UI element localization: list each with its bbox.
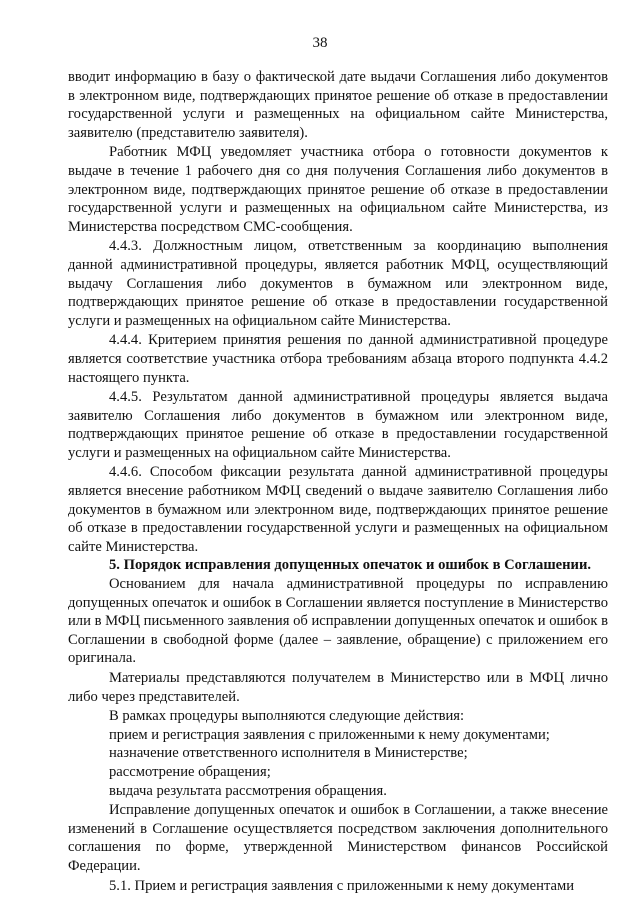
paragraph-5-1: 5.1. Прием и регистрация заявления с приложенными к нему документами xyxy=(109,877,575,894)
action-item-review: рассмотрение обращения; xyxy=(109,763,271,780)
paragraph-mfc-notification: Работник МФЦ уведомляет участника отбора о готовности документов к выдаче в течение 1 рабочего дня со дня получения Соглашения либо документов в электронном виде, подтверждающих принятое решение об отказе в предоставлении государственной услуги и размещенных на официальном сайте Министерства, из Министерства посредством СМС-сообщения. xyxy=(68,144,608,235)
section-heading: 5. Порядок исправления допущенных опечаток и ошибок в Соглашении. xyxy=(109,557,591,574)
paragraph-4-4-5: 4.4.5. Результатом данной административной процедуры является выдача заявителю Соглашения либо документов в бумажном или электронном виде, подтверждающих принятое решение об отказе в предоставлении государственной услуги и размещенных на официальном сайте Министерства. xyxy=(68,389,608,461)
document-body xyxy=(68,68,608,895)
action-item-reception: прием и регистрация заявления с приложенными к нему документами; xyxy=(109,726,550,743)
paragraph-basis: Основанием для начала административной процедуры по исправлению допущенных опечаток и ошибок в Соглашении является поступление в Министерство или в МФЦ письменного заявления об исправлении допущенных опечаток и ошибок в Соглашении в свободной форме (далее – заявление, обращение) с приложением его оригинала. xyxy=(68,576,608,667)
action-item-result: выдача результата рассмотрения обращения. xyxy=(109,782,387,799)
paragraph-continuation: вводит информацию в базу о фактической дате выдачи Соглашения либо документов в электронном виде, подтверждающих принятое решение об отказе в предоставлении государственной услуги и размещенных на официальном сайте Министерства, заявителю (представителю заявителя). xyxy=(68,69,608,141)
paragraph-4-4-4: 4.4.4. Критерием принятия решения по данной административной процедуре является соответствие участника отбора требованиям абзаца второго подпункта 4.4.2 настоящего пункта. xyxy=(68,332,608,386)
page-number: 38 xyxy=(312,35,328,51)
paragraph-correction: Исправление допущенных опечаток и ошибок в Соглашении, а также внесение изменений в Соглашение осуществляется посредством заключения дополнительного соглашения по форме, утвержденной Министерством финансов Российской Федерации. xyxy=(68,802,608,874)
paragraph-materials: Материалы представляются получателем в Министерство или в МФЦ лично либо через представителей. xyxy=(68,670,608,705)
paragraph-4-4-3: 4.4.3. Должностным лицом, ответственным за координацию выполнения данной административной процедуры, является работник МФЦ, осуществляющий выдачу Соглашения либо документов в бумажном или электронном виде, подтверждающих принятое решение об отказе в предоставлении государственной услуги и размещенных на официальном сайте Министерства. xyxy=(68,238,608,329)
paragraph-actions-intro: В рамках процедуры выполняются следующие действия: xyxy=(109,708,465,725)
action-item-assignment: назначение ответственного исполнителя в Министерстве; xyxy=(109,745,468,762)
paragraph-4-4-6: 4.4.6. Способом фиксации результата данной административной процедуры является внесение работником МФЦ сведений о выдаче заявителю Соглашения либо документов в бумажном или электронном виде, подтверждающих принятое решение об отказе в предоставлении государственной услуги и размещенных на официальном сайте Министерства. xyxy=(68,464,608,555)
